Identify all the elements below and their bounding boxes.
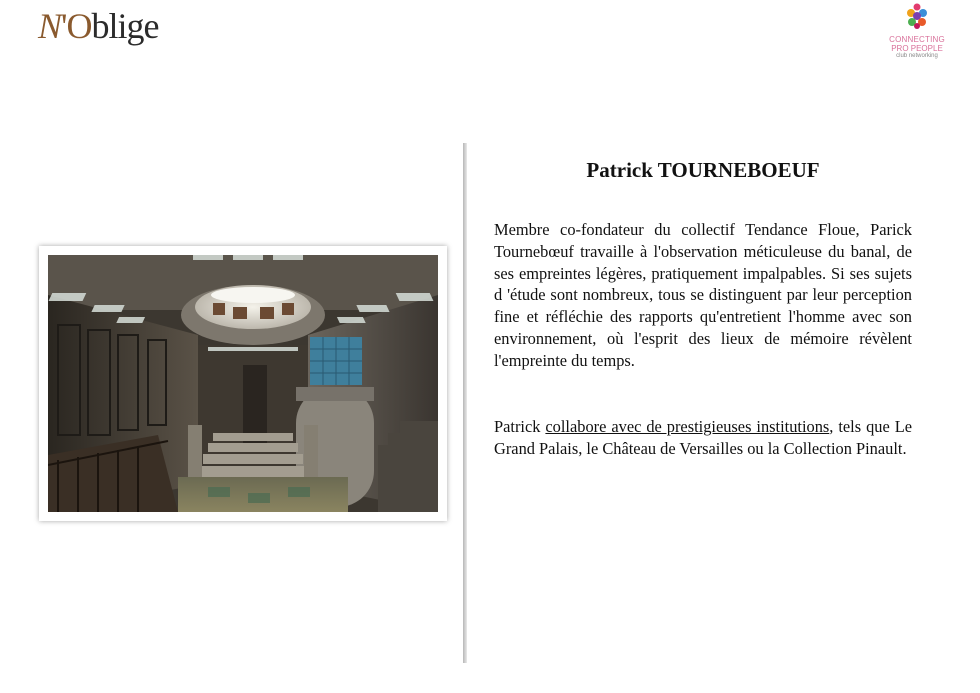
nobliges-logo xyxy=(38,6,158,46)
collaborations-link[interactable]: collabore avec de prestigieuses institutions xyxy=(545,417,830,436)
partner-line-2: PRO PEOPLE xyxy=(891,44,943,53)
profile-name: Patrick TOURNEBOEUF xyxy=(586,158,820,182)
partner-line-3: club networking xyxy=(896,53,938,59)
photo-frame xyxy=(39,246,447,521)
collab-suffix: , tels que Le Grand Palais, le Château de Versailles ou la Collection Pinault. xyxy=(494,417,912,458)
interior-photograph xyxy=(48,255,438,512)
partner-line-1: CONNECTING xyxy=(889,35,945,44)
profile-bio: Membre co-fondateur du collectif Tendance Floue, Parick Tournebœuf travaille à l'observation méticuleuse du banal, de ses empreintes légères, pratiquement impalpables. Si ses sujets d 'étude sont nombreux, tous se distinguent par leur perception fine et réfléchie des rapports qu'entretient l'homme avec son environnement, où l'esprit des lieux de mémoire révèlent l'empreinte du temps. xyxy=(494,220,912,370)
logo-letter-n: N xyxy=(38,6,62,46)
profile-collaborations xyxy=(494,416,912,460)
logo-letter-o: 'O xyxy=(61,6,92,46)
vertical-divider xyxy=(463,143,467,663)
collab-prefix: Patrick xyxy=(494,417,546,436)
people-cluster-icon xyxy=(903,2,931,30)
connecting-pro-people-logo xyxy=(884,2,950,60)
logo-text: blige xyxy=(91,6,159,46)
